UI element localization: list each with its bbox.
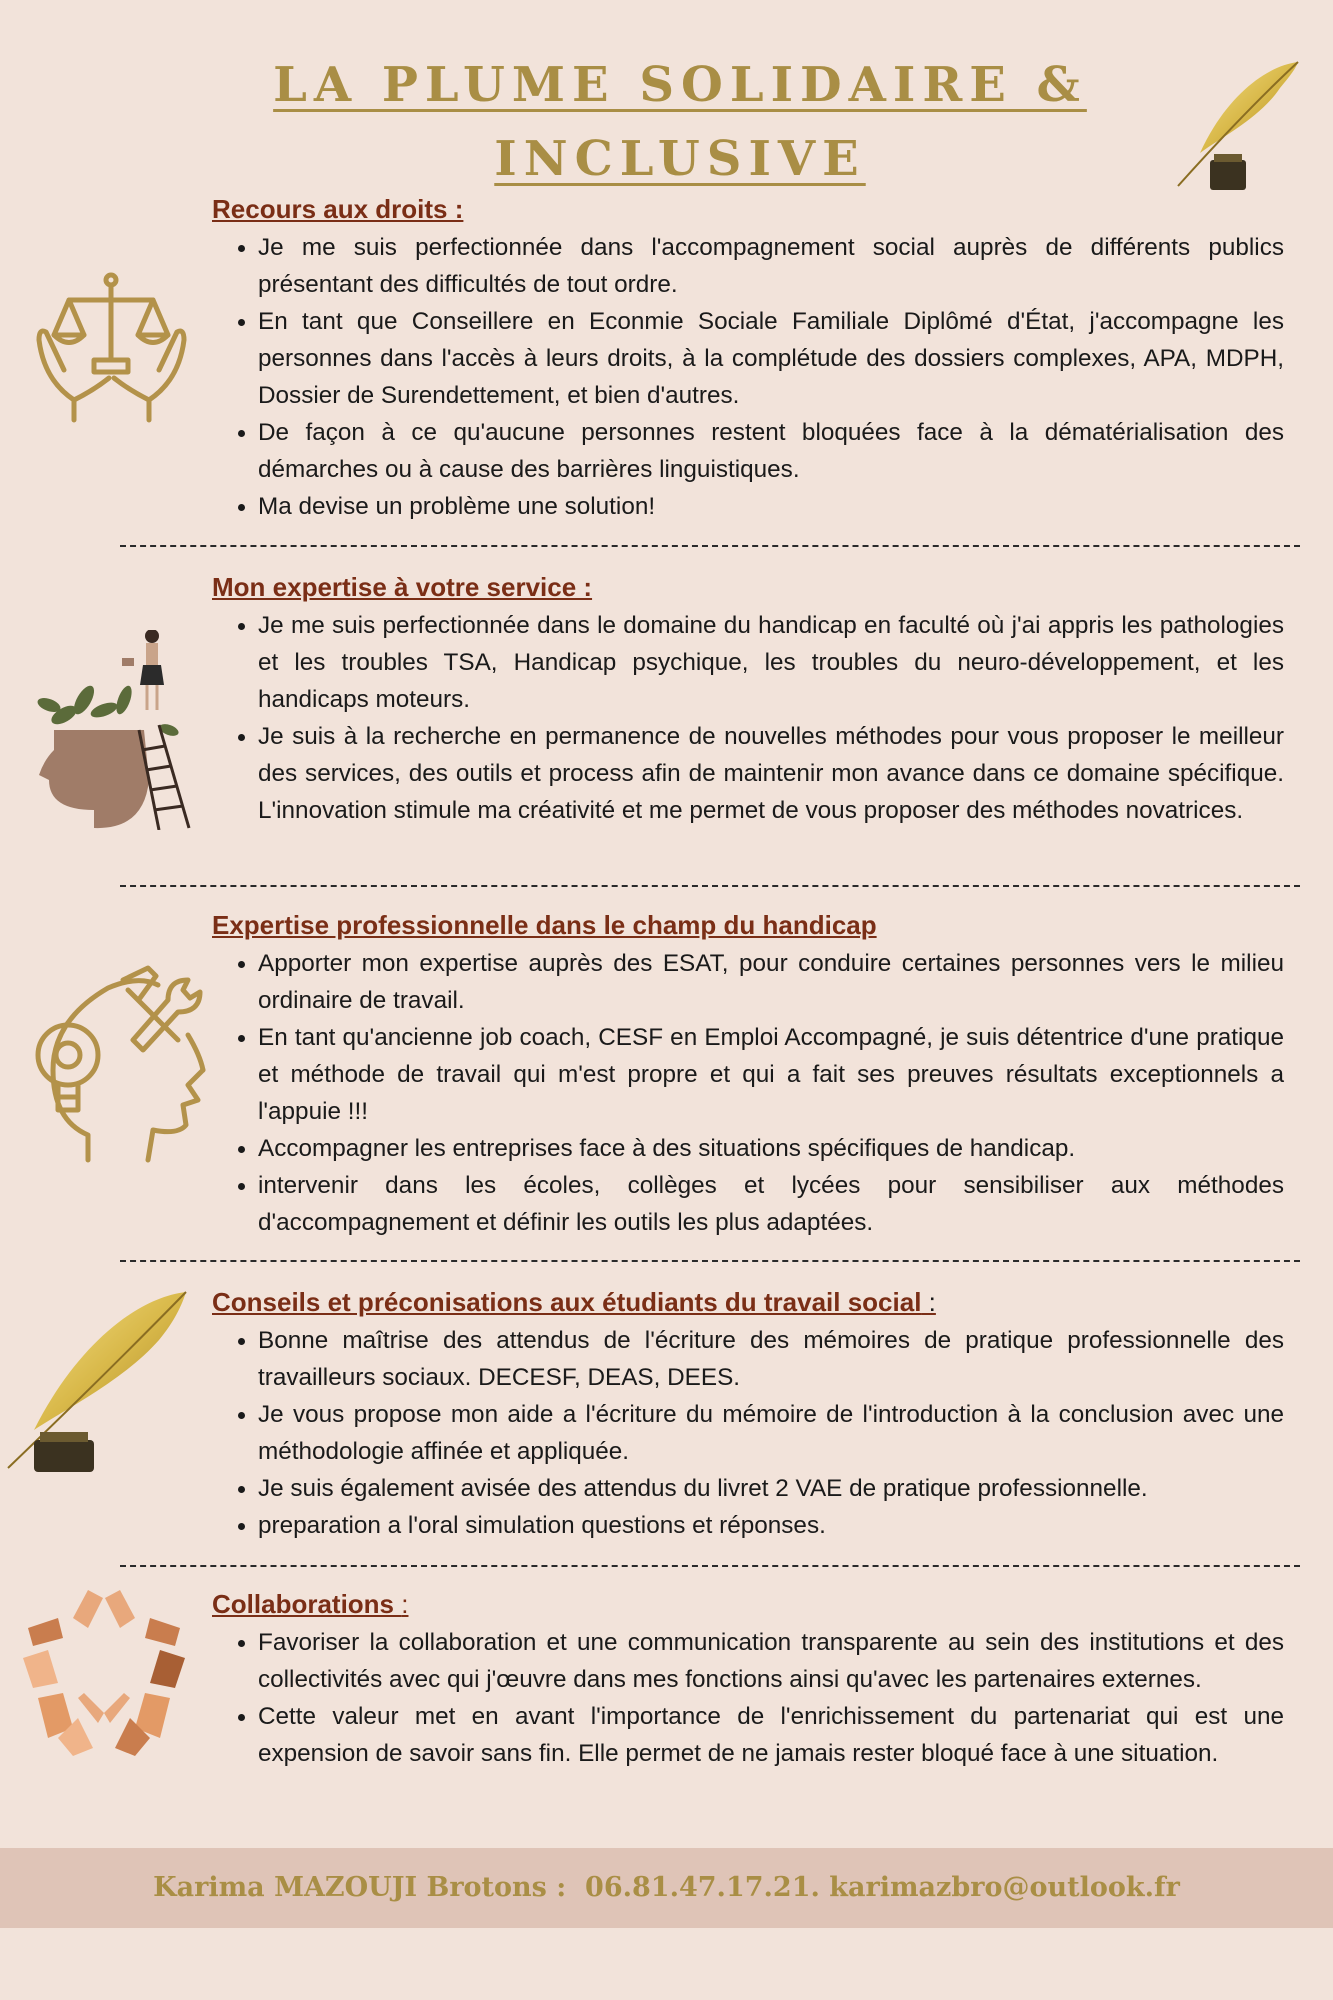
- bullet-list: [212, 945, 1284, 1241]
- title-line-2: INCLUSIVE: [494, 131, 866, 187]
- section-collaborations: [212, 1588, 1284, 1772]
- bullet-list: [212, 229, 1284, 525]
- section-heading-tail: :: [401, 1589, 409, 1619]
- section-divider: [120, 885, 1300, 887]
- list-item: Je vous propose mon aide a l'écriture du mémoire de l'introduction à la conclusion avec une méthodologie affinée et appliquée.: [258, 1396, 1284, 1470]
- list-item: preparation a l'oral simulation questions et réponses.: [258, 1507, 1284, 1544]
- bullet-list: [212, 607, 1284, 829]
- head-plant-ladder-icon: [34, 630, 199, 830]
- quill-inkwell-icon: [1170, 58, 1300, 193]
- list-item: Je me suis perfectionnée dans l'accompagnement social auprès de différents publics présentant des difficultés de tout ordre.: [258, 229, 1284, 303]
- bullet-list: [212, 1322, 1284, 1544]
- list-item: En tant que Conseillere en Econmie Sociale Familiale Diplômé d'État, j'accompagne les personnes dans l'accès à leurs droits, à la complétude des dossiers complexes, APA, MDPH, Dossier de Surendettement, et bien d'autres.: [258, 303, 1284, 414]
- page-title: [250, 48, 1110, 196]
- section-heading: Mon expertise à votre service :: [212, 572, 593, 602]
- quill-inkwell-icon: [4, 1290, 189, 1475]
- section-expertise-handicap: [212, 909, 1284, 1241]
- section-heading-text: Conseils et préconisations aux étudiants du travail social: [212, 1287, 922, 1317]
- hands-heart-icon: [18, 1588, 190, 1758]
- list-item: Ma devise un problème une solution!: [258, 488, 1284, 525]
- list-item: Je me suis perfectionnée dans le domaine du handicap en faculté où j'ai appris les pathologies et les troubles TSA, Handicap psychique, les troubles du neuro-développement, et les handicaps moteurs.: [258, 607, 1284, 718]
- section-heading: Recours aux droits :: [212, 194, 464, 224]
- list-item: intervenir dans les écoles, collèges et lycées pour sensibiliser aux méthodes d'accompagnement et définir les outils les plus adaptées.: [258, 1167, 1284, 1241]
- section-heading-text: Collaborations: [212, 1589, 402, 1619]
- section-conseils-etudiants: [212, 1286, 1284, 1544]
- section-heading: [212, 1588, 1284, 1620]
- section-divider: [120, 545, 1300, 547]
- contact-info: Karima MAZOUJI Brotons : 06.81.47.17.21. karimazbro@outlook.fr: [153, 1872, 1180, 1903]
- list-item: Apporter mon expertise auprès des ESAT, pour conduire certaines personnes vers le milieu ordinaire de travail.: [258, 945, 1284, 1019]
- list-item: De façon à ce qu'aucune personnes restent bloquées face à la dématérialisation des démarches ou à cause des barrières linguistiques.: [258, 414, 1284, 488]
- section-recours-droits: [212, 193, 1284, 525]
- list-item: Bonne maîtrise des attendus de l'écriture des mémoires de pratique professionnelle des travailleurs sociaux. DECESF, DEAS, DEES.: [258, 1322, 1284, 1396]
- section-divider: [120, 1260, 1300, 1262]
- list-item: Favoriser la collaboration et une communication transparente au sein des institutions et des collectivités avec qui j'œuvre dans mes fonctions ainsi qu'avec les partenaires externes.: [258, 1624, 1284, 1698]
- justice-scale-hands-icon: [34, 270, 189, 425]
- footer-band: [0, 1848, 1333, 1928]
- list-item: Cette valeur met en avant l'importance de l'enrichissement du partenariat qui est une expension de savoir sans fin. Elle permet de ne jamais rester bloqué face à une situation.: [258, 1698, 1284, 1772]
- list-item: Accompagner les entreprises face à des situations spécifiques de handicap.: [258, 1130, 1284, 1167]
- list-item: Je suis également avisée des attendus du livret 2 VAE de pratique professionnelle.: [258, 1470, 1284, 1507]
- section-heading: [212, 1286, 1284, 1318]
- section-heading-tail: :: [921, 1287, 936, 1317]
- head-bulb-tools-icon: [28, 960, 213, 1165]
- list-item: En tant qu'ancienne job coach, CESF en Emploi Accompagné, je suis détentrice d'une pratique et méthode de travail qui m'est propre et qui a fait ses preuves résultats exceptionnels a l'appuie !!!: [258, 1019, 1284, 1130]
- list-item: Je suis à la recherche en permanence de nouvelles méthodes pour vous proposer le meilleur des services, des outils et process afin de maintenir mon avance dans ce domaine spécifique. L'innovation stimule ma créativité et me permet de vous proposer des méthodes novatrices.: [258, 718, 1284, 829]
- bullet-list: [212, 1624, 1284, 1772]
- title-line-1: LA PLUME SOLIDAIRE &: [273, 57, 1087, 113]
- section-expertise-service: [212, 571, 1284, 829]
- section-divider: [120, 1565, 1300, 1567]
- section-heading: Expertise professionnelle dans le champ du handicap: [212, 910, 877, 940]
